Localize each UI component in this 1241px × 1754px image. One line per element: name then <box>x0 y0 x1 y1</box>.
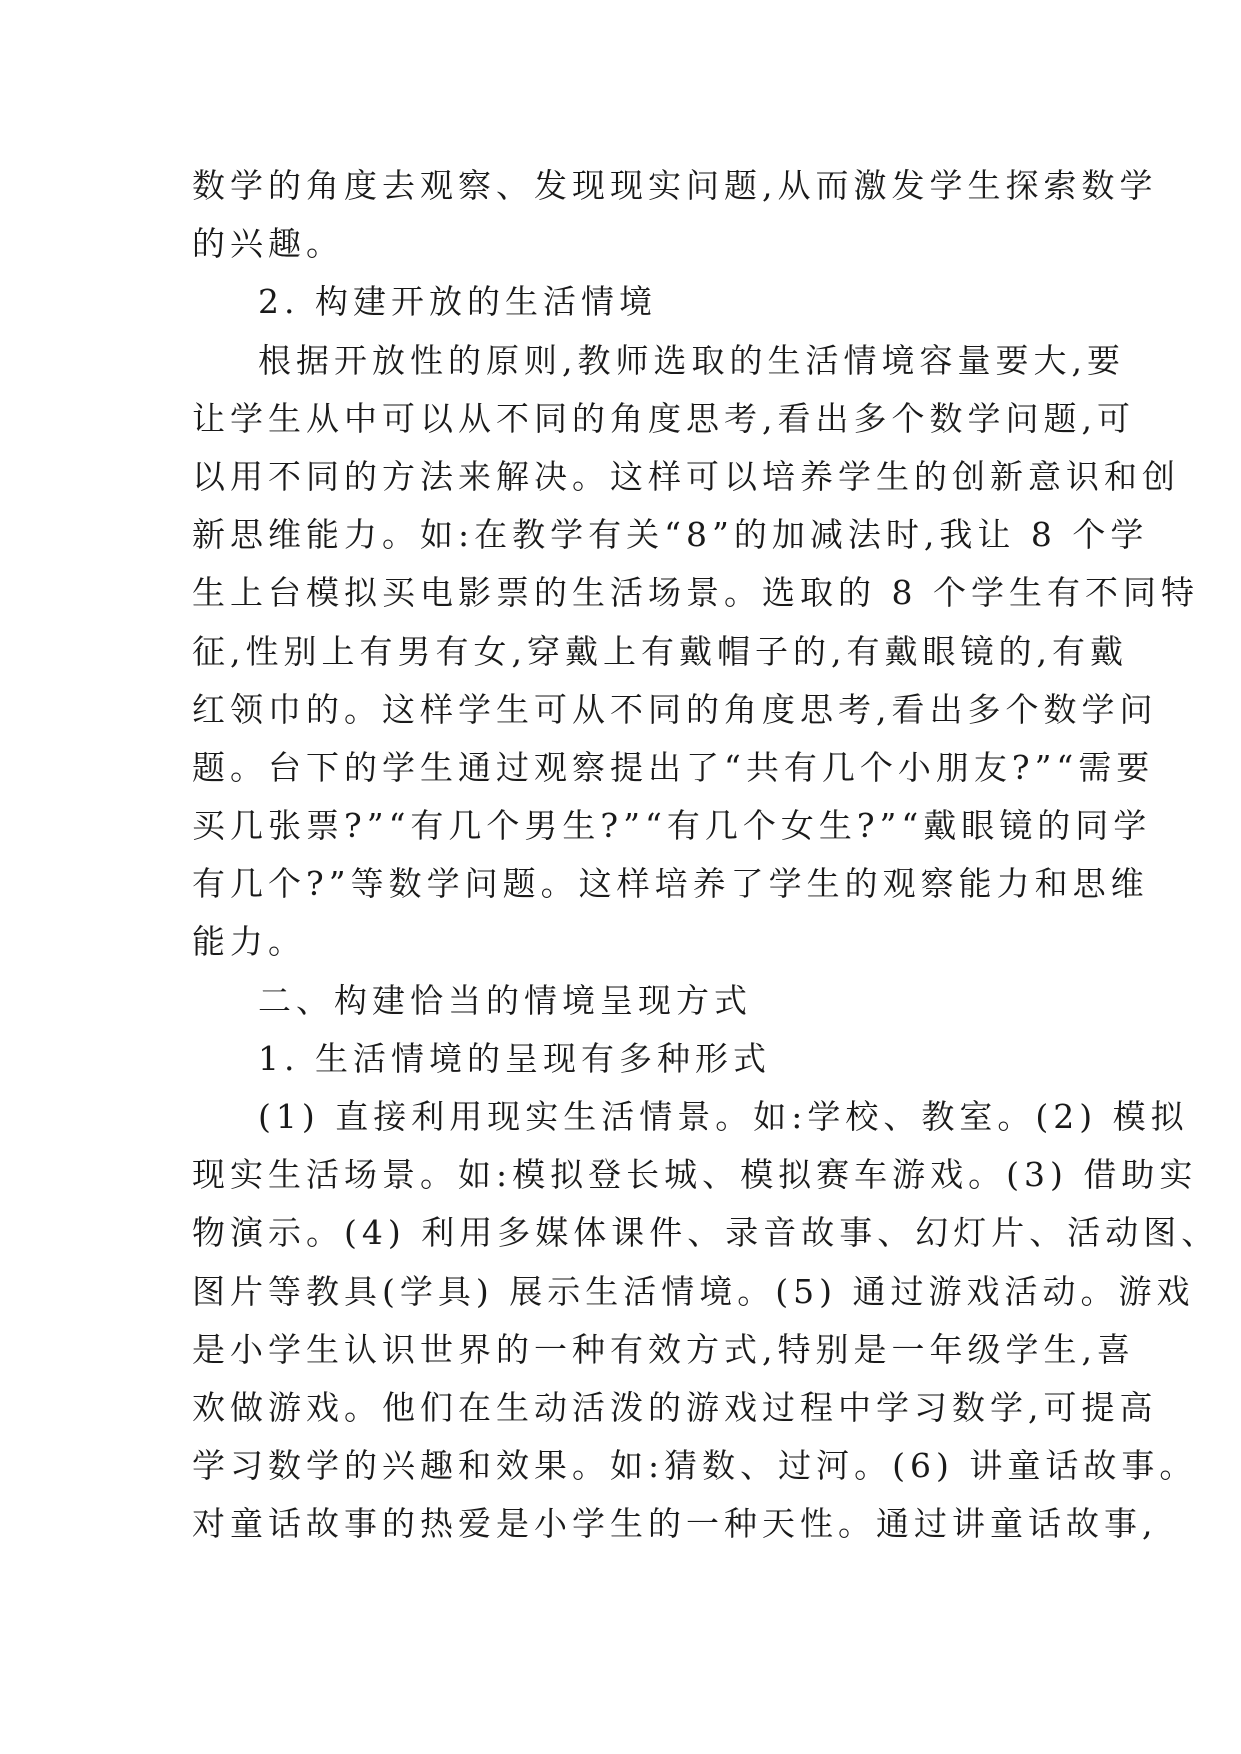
text-line: 新思维能力。如:在教学有关“8”的加减法时,我让 8 个学 <box>192 515 1149 555</box>
text-line: (1) 直接利用现实生活情景。如:学校、教室。(2) 模拟 <box>258 1097 1189 1136</box>
text-line: 根据开放性的原则,教师选取的生活情境容量要大,要 <box>258 340 1125 380</box>
text-line: 图片等教具(学具) 展示生活情境。(5) 通过游戏活动。游戏 <box>192 1271 1195 1311</box>
text-line: 以用不同的方法来解决。这样可以培养学生的创新意识和创 <box>192 456 1180 496</box>
text-line: 征,性别上有男有女,穿戴上有戴帽子的,有戴眼镜的,有戴 <box>192 631 1128 671</box>
document-body <box>192 157 1220 1554</box>
text-line: 买几张票?”“有几个男生?”“有几个女生?”“戴眼镜的同学 <box>192 806 1152 846</box>
text-line: 学习数学的兴趣和效果。如:猜数、过河。(6) 讲童话故事。 <box>192 1446 1198 1486</box>
text-line: 能力。 <box>192 922 306 962</box>
section-heading: 1. 生活情境的呈现有多种形式 <box>258 1038 771 1078</box>
text-line: 的兴趣。 <box>192 224 344 264</box>
text-line: 对童话故事的热爱是小学生的一种天性。通过讲童话故事, <box>192 1504 1158 1544</box>
text-line: 欢做游戏。他们在生动活泼的游戏过程中学习数学,可提高 <box>192 1387 1158 1427</box>
section-heading: 2. 构建开放的生活情境 <box>258 282 657 322</box>
section-heading: 二、构建恰当的情境呈现方式 <box>258 980 752 1020</box>
text-line: 物演示。(4) 利用多媒体课件、录音故事、幻灯片、活动图、 <box>192 1213 1220 1253</box>
text-line: 让学生从中可以从不同的角度思考,看出多个数学问题,可 <box>192 398 1135 438</box>
text-line: 红领巾的。这样学生可从不同的角度思考,看出多个数学问 <box>192 689 1158 729</box>
text-line: 数学的角度去观察、发现现实问题,从而激发学生探索数学 <box>192 166 1158 205</box>
text-line: 是小学生认识世界的一种有效方式,特别是一年级学生,喜 <box>192 1329 1135 1369</box>
text-line: 有几个?”等数学问题。这样培养了学生的观察能力和思维 <box>192 864 1149 904</box>
text-line: 现实生活场景。如:模拟登长城、模拟赛车游戏。(3) 借助实 <box>192 1155 1198 1195</box>
text-line: 题。台下的学生通过观察提出了“共有几个小朋友?”“需要 <box>192 747 1155 787</box>
text-line: 生上台模拟买电影票的生活场景。选取的 8 个学生有不同特 <box>192 573 1199 613</box>
